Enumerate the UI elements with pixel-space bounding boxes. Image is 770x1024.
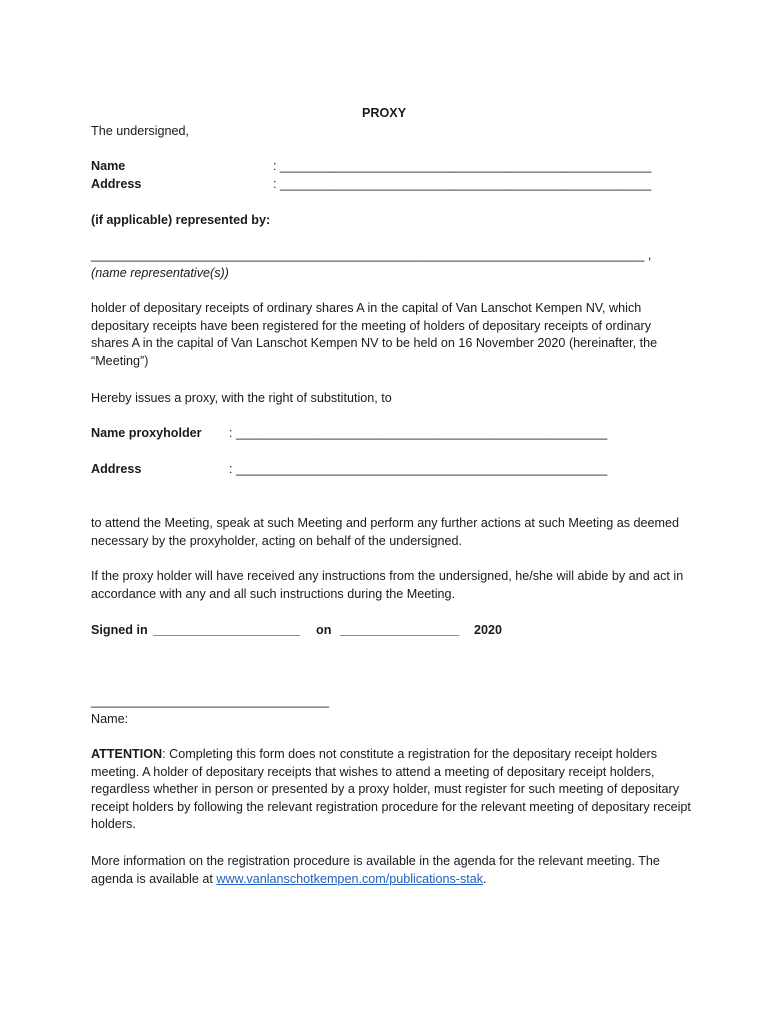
- representative-field-line[interactable]: _______________________________________________________________________________ ,: [91, 248, 652, 262]
- more-info-paragraph: [91, 853, 691, 888]
- address-label: Address: [91, 177, 142, 191]
- proxyholder-name-line[interactable]: : _____________________________________________________: [229, 426, 608, 440]
- signed-year: 2020: [474, 623, 503, 637]
- more-info-text: More information on the registration procedure is available in the agenda for the relevant meeting. The agenda is available at: [91, 854, 660, 886]
- issues-proxy-text: Hereby issues a proxy, with the right of substitution, to: [91, 391, 392, 405]
- signed-in-label: Signed in: [91, 623, 148, 637]
- instructions-paragraph: If the proxy holder will have received any instructions from the undersigned, he/she will abide by and act in accordance with any and all such instructions during the Meeting.: [91, 569, 684, 601]
- attention-label: ATTENTION: [91, 747, 163, 761]
- publications-link[interactable]: www.vanlanschotkempen.com/publications-stak: [216, 871, 484, 886]
- attention-paragraph: [91, 746, 691, 834]
- address-field-line[interactable]: : _____________________________________________________: [273, 177, 652, 191]
- signed-date-line[interactable]: _________________: [340, 623, 460, 637]
- signature-line[interactable]: __________________________________: [91, 694, 330, 708]
- proxyholder-address-label: Address: [91, 462, 142, 476]
- more-info-end: .: [483, 871, 487, 886]
- holder-paragraph: holder of depositary receipts of ordinary shares A in the capital of Van Lanschot Kempen NV, which depositary receipts have been registered for the meeting of holders of depositary receipts of ordinary shares A in the capital of Van Lanschot Kempen NV to be held on 16 November 2020 (hereinafter, the “Meeting”): [91, 301, 658, 368]
- represented-by-heading: (if applicable) represented by:: [91, 213, 271, 227]
- page-title: PROXY: [362, 106, 407, 120]
- signed-place-line[interactable]: _____________________: [153, 623, 301, 637]
- name-caption: Name:: [91, 712, 129, 726]
- representative-caption: (name representative(s)): [91, 266, 229, 280]
- signed-on-label: on: [316, 623, 332, 637]
- attend-paragraph: to attend the Meeting, speak at such Meeting and perform any further actions at such Meeting as deemed necessary by the proxyholder, acting on behalf of the undersigned.: [91, 516, 680, 548]
- attention-text: : Completing this form does not constitute a registration for the depositary receipt holders meeting. A holder of depositary receipts that wishes to attend a meeting of depositary receipt holders, regardless whether in person or presented by a proxy holder, must register for such meeting of depositary receipt holders by following the relevant registration procedure for the relevant meeting of depositary receipt holders.: [91, 747, 691, 831]
- name-label: Name: [91, 159, 126, 173]
- proxyholder-name-label: Name proxyholder: [91, 426, 202, 440]
- name-field-line[interactable]: : _____________________________________________________: [273, 159, 652, 173]
- intro-text: The undersigned,: [91, 124, 190, 138]
- proxyholder-address-line[interactable]: : _____________________________________________________: [229, 462, 608, 476]
